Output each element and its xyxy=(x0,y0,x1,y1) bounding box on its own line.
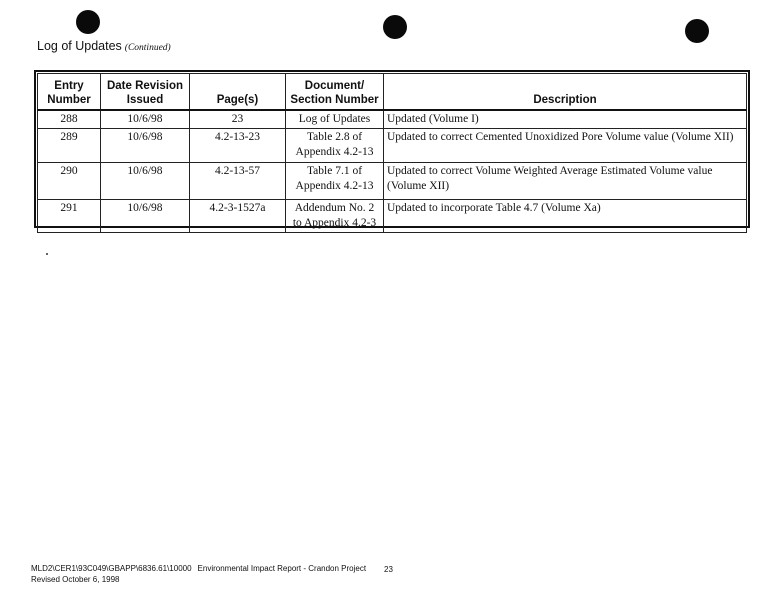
cell-pages: 23 xyxy=(190,110,286,129)
punch-hole xyxy=(685,19,709,43)
header-description: Description xyxy=(384,74,747,110)
cell-document: Addendum No. 2 to Appendix 4.2-3 xyxy=(286,199,384,232)
header-document-section-number: Document/ Section Number xyxy=(286,74,384,110)
table-row xyxy=(38,199,747,232)
cell-document: Log of Updates xyxy=(286,110,384,129)
footer-revised-date: Revised October 6, 1998 xyxy=(31,575,120,584)
header-pages: Page(s) xyxy=(190,74,286,110)
table-row xyxy=(38,110,747,129)
page-title-text: Log of Updates xyxy=(37,39,122,53)
footer-file-path: MLD2\CER1\93C049\GBAPP\6836.61\10000 xyxy=(31,564,192,573)
page-footer xyxy=(31,563,366,585)
cell-pages: 4.2-13-57 xyxy=(190,162,286,199)
punch-hole xyxy=(76,10,100,34)
cell-description: Updated to correct Volume Weighted Average Estimated Volume value (Volume XII) xyxy=(384,162,747,199)
cell-date-issued: 10/6/98 xyxy=(101,162,190,199)
page-title xyxy=(37,39,171,53)
cell-description: Updated to correct Cemented Unoxidized Pore Volume value (Volume XII) xyxy=(384,128,747,162)
page-title-note: (Continued) xyxy=(124,43,171,53)
header-date-revision-issued: Date Revision Issued xyxy=(101,74,190,110)
table-row xyxy=(38,128,747,162)
log-of-updates-table xyxy=(37,73,747,233)
cell-date-issued: 10/6/98 xyxy=(101,199,190,232)
cell-pages: 4.2-13-23 xyxy=(190,128,286,162)
scan-speck xyxy=(46,253,48,255)
cell-document: Table 7.1 of Appendix 4.2-13 xyxy=(286,162,384,199)
cell-entry-number: 288 xyxy=(38,110,101,129)
table-row xyxy=(38,162,747,199)
cell-document: Table 2.8 of Appendix 4.2-13 xyxy=(286,128,384,162)
cell-description: Updated (Volume I) xyxy=(384,110,747,129)
cell-entry-number: 289 xyxy=(38,128,101,162)
punch-hole xyxy=(383,15,407,39)
table-header-row xyxy=(38,74,747,110)
cell-entry-number: 291 xyxy=(38,199,101,232)
footer-line-1 xyxy=(31,563,366,574)
footer-report-title: Environmental Impact Report - Crandon Project xyxy=(197,564,367,573)
cell-description: Updated to incorporate Table 4.7 (Volume Xa) xyxy=(384,199,747,232)
cell-entry-number: 290 xyxy=(38,162,101,199)
cell-date-issued: 10/6/98 xyxy=(101,110,190,129)
cell-date-issued: 10/6/98 xyxy=(101,128,190,162)
log-table-frame xyxy=(34,70,750,228)
cell-pages: 4.2-3-1527a xyxy=(190,199,286,232)
page-number: 23 xyxy=(384,565,393,574)
header-entry-number: Entry Number xyxy=(38,74,101,110)
